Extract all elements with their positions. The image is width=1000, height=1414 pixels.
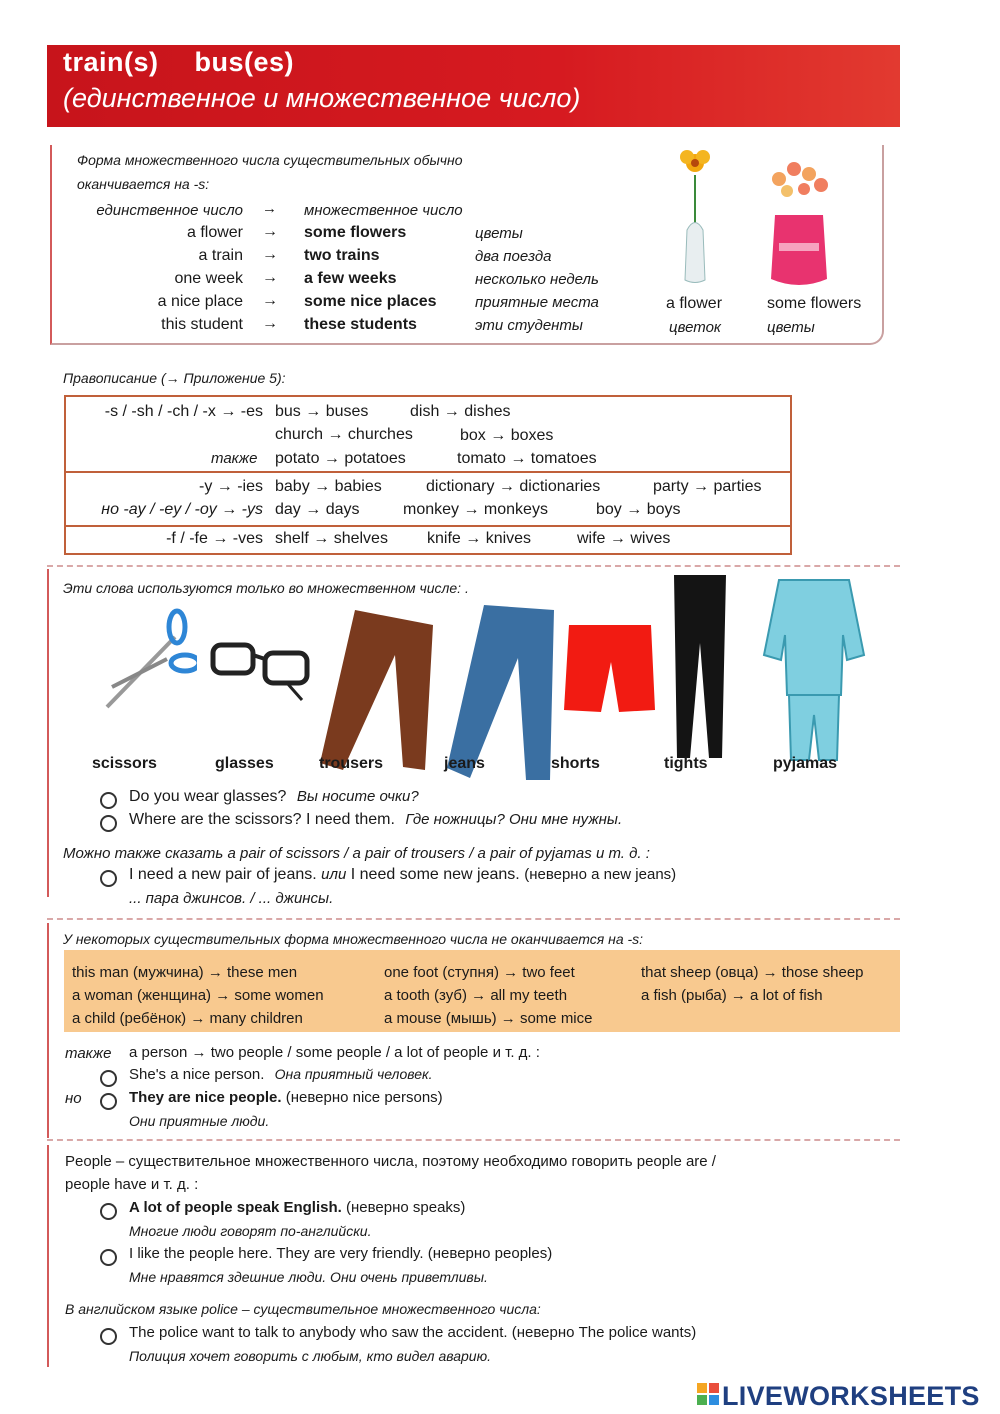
people-line: a person → two people / some people / a lot of people и т. д. : <box>129 1044 540 1061</box>
example: Where are the scissors? I need them. <box>129 811 395 828</box>
example: day → days <box>275 501 360 518</box>
trousers-icon <box>315 605 445 775</box>
row-sg: a flower <box>186 224 243 241</box>
rule-es: -s / -sh / -ch / -x → -es <box>104 403 263 420</box>
example-bullet <box>100 1328 117 1345</box>
example: baby → babies <box>275 478 382 495</box>
wrong-note: (неверно a new jeans) <box>524 866 677 883</box>
row-ru: приятные места <box>475 294 599 311</box>
row-sg: a nice place <box>157 293 243 310</box>
shorts-icon <box>559 620 659 720</box>
irregular-item: this man (мужчина) → these men <box>72 964 298 981</box>
translation: Мне нравятся здешние люди. Они очень приветливы. <box>129 1269 488 1285</box>
irregular-item: a fish (рыба) → a lot of fish <box>641 987 823 1004</box>
divider <box>47 565 900 567</box>
arrow: → <box>262 223 278 240</box>
translation: Они приятные люди. <box>129 1113 270 1129</box>
arrow: → <box>262 200 277 217</box>
flower-vase-icon <box>759 149 839 299</box>
spelling-heading: Правописание (→ Приложение 5): <box>63 370 286 386</box>
tights-icon <box>664 573 734 763</box>
people-line-1: People – существительное множественного числа, поэтому необходимо говорить people are / <box>65 1153 716 1170</box>
row-sg: this student <box>161 316 243 333</box>
example: I like the people here. They are very friendly. <box>129 1245 424 1262</box>
row-pl: two trains <box>304 247 380 264</box>
arrow: → <box>262 315 278 332</box>
example-bullet <box>100 792 117 809</box>
example: I need a new pair of jeans. <box>129 866 317 883</box>
wrong-note: (неверно The police wants) <box>511 1324 697 1341</box>
header-banner <box>47 45 900 127</box>
irregular-item: that sheep (овца) → those sheep <box>641 964 864 981</box>
page-subtitle: (единственное и множественное число) <box>63 83 581 113</box>
example: wife → wives <box>577 530 671 547</box>
example: box → boxes <box>460 427 554 444</box>
example: tomato → tomatoes <box>457 450 597 467</box>
item-label: pyjamas <box>773 755 838 772</box>
item-label: shorts <box>551 755 600 772</box>
example: The police want to talk to anybody who saw the accident. <box>129 1324 508 1341</box>
intro-text-1: Форма множественного числа существительных обычно <box>77 152 463 168</box>
row-pl: a few weeks <box>304 270 397 287</box>
example: monkey → monkeys <box>403 501 548 518</box>
row-ru: несколько недель <box>475 271 599 288</box>
section-bar <box>47 1145 49 1367</box>
example: church → churches <box>275 426 413 443</box>
example: dictionary → dictionaries <box>426 478 601 495</box>
translation: Многие люди говорят по-английски. <box>129 1223 372 1239</box>
row-pl: these students <box>304 316 417 333</box>
wrong-note: (неверно peoples) <box>427 1245 553 1262</box>
irregular-item: a child (ребёнок) → many children <box>72 1010 303 1027</box>
item-label: jeans <box>444 755 485 772</box>
section-bar <box>47 569 49 897</box>
example-bullet <box>100 1070 117 1087</box>
col-head-pl: множественное число <box>304 202 463 219</box>
brand-name[interactable]: LIVEWORKSHEETS <box>722 1381 980 1411</box>
rule-ys: но -ay / -ey / -oy → -ys <box>101 501 263 518</box>
row-pl: some flowers <box>304 224 407 241</box>
example-bullet <box>100 815 117 832</box>
also-label: также <box>65 1045 112 1062</box>
example-bullet <box>100 870 117 887</box>
irregular-heading: У некоторых существительных форма множественного числа не оканчивается на -s: <box>63 931 644 947</box>
example: I need some new jeans. <box>350 866 520 883</box>
example: A lot of people speak English. <box>129 1199 342 1216</box>
example: Do you wear glasses? <box>129 788 287 805</box>
example-bullet <box>100 1249 117 1266</box>
row-ru: два поезда <box>475 248 552 265</box>
example: dish → dishes <box>410 403 511 420</box>
example: knife → knives <box>427 530 532 547</box>
irregular-item: a woman (женщина) → some women <box>72 987 324 1004</box>
item-label: trousers <box>319 755 384 772</box>
arrow: → <box>262 292 278 309</box>
section-bar <box>47 923 49 1138</box>
row-ru: цветы <box>475 225 523 242</box>
arrow: → <box>262 246 278 263</box>
translation: Полиция хочет говорить с любым, кто видел аварию. <box>129 1348 492 1364</box>
item-label: scissors <box>92 755 157 772</box>
plural-only-heading: Эти слова используются только во множественном числе: . <box>63 580 469 596</box>
irregular-item: a tooth (зуб) → all my teeth <box>384 987 568 1004</box>
divider <box>47 1139 900 1141</box>
but-label: но <box>65 1090 82 1107</box>
example: potato → potatoes <box>275 450 406 467</box>
translation: Она приятный человек. <box>274 1066 433 1082</box>
item-label: glasses <box>215 755 274 772</box>
liveworksheets-logo-icon <box>697 1383 719 1407</box>
row-pl: some nice places <box>304 293 437 310</box>
example: They are nice people. <box>129 1089 282 1106</box>
flower-ru: цветок <box>669 319 722 336</box>
scissors-icon <box>97 607 197 717</box>
pyjamas-icon <box>759 575 869 765</box>
single-flower-icon <box>665 145 725 295</box>
example: party → parties <box>653 478 762 495</box>
example: bus → buses <box>275 403 369 420</box>
col-head-sg: единственное число <box>96 202 243 219</box>
glasses-icon <box>207 635 317 705</box>
rule-ies: -y → -ies <box>199 478 263 495</box>
intro-text-2: оканчивается на -s: <box>77 176 210 192</box>
wrong-note: (неверно nice persons) <box>285 1089 443 1106</box>
people-line-2: people have и т. д. : <box>65 1176 199 1193</box>
flowers-ru: цветы <box>767 319 815 336</box>
page-title: train(s) bus(es) <box>63 47 295 77</box>
example: boy → boys <box>596 501 681 518</box>
flowers-label: some flowers <box>767 295 862 312</box>
translation: Где ножницы? Они мне нужны. <box>405 811 623 828</box>
row-sg: one week <box>174 270 243 287</box>
translation: ... пара джинсов. / ... джинсы. <box>129 890 334 907</box>
worksheet-page <box>47 45 900 1367</box>
police-line: В английском языке police – существительное множественного числа: <box>65 1301 541 1317</box>
example: She's a nice person. <box>129 1066 265 1083</box>
also-label: также <box>211 450 258 467</box>
item-label: tights <box>664 755 708 772</box>
translation: Вы носите очки? <box>296 788 419 805</box>
row-ru: эти студенты <box>475 317 583 334</box>
rule-ves: -f / -fe → -ves <box>166 530 263 547</box>
irregular-item: one foot (ступня) → two feet <box>384 964 575 981</box>
pair-text: Можно также сказать a pair of scissors / a pair of trousers / a pair of pyjamas и т. д. : <box>63 845 650 862</box>
arrow: → <box>262 269 278 286</box>
example: shelf → shelves <box>275 530 388 547</box>
wrong-note: (неверно speaks) <box>345 1199 466 1216</box>
divider <box>47 918 900 920</box>
example-bullet <box>100 1203 117 1220</box>
or-label: или <box>321 866 347 883</box>
example-bullet <box>100 1093 117 1110</box>
flower-label: a flower <box>666 295 723 312</box>
irregular-item: a mouse (мышь) → some mice <box>384 1010 593 1027</box>
row-sg: a train <box>198 247 243 264</box>
